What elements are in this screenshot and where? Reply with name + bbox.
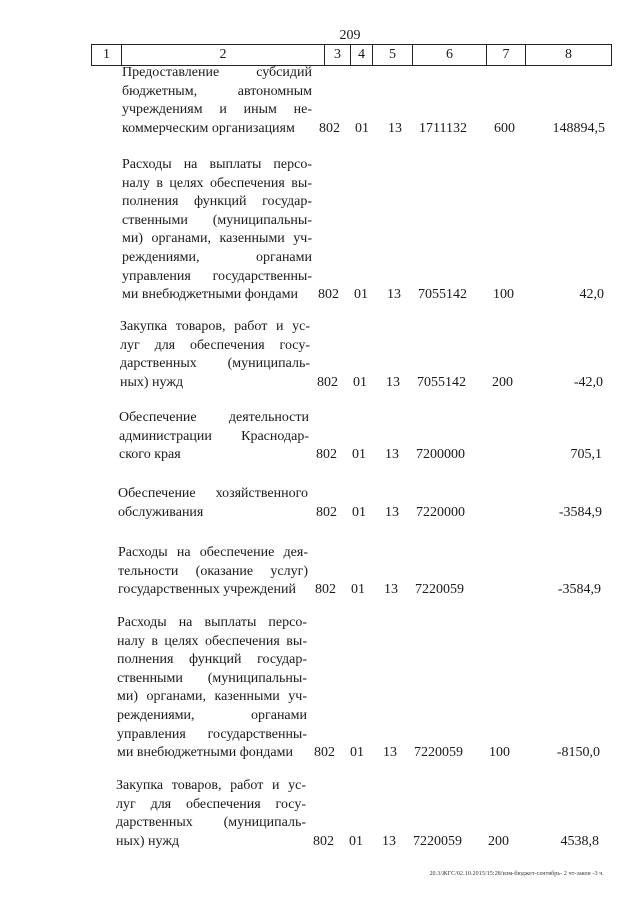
description-line: государственных учреждений bbox=[118, 582, 296, 598]
description-line: полнения функций государ- bbox=[122, 194, 312, 210]
code-col-3: 802 bbox=[314, 745, 335, 761]
description-line: ми внебюджетными фондами bbox=[122, 287, 298, 303]
document-footer: 20.3/ЖГС/02.10.2015/15:28/изм-бюджет-сентябрь- 2 чт-закон -3 ч. bbox=[429, 871, 604, 877]
description-line: коммерческим организациям bbox=[122, 120, 295, 136]
code-col-3: 802 bbox=[318, 287, 339, 303]
description-line: Расходы на выплаты персо- bbox=[117, 615, 307, 630]
code-col-3: 802 bbox=[316, 447, 337, 463]
amount-col-8: 4538,8 bbox=[560, 833, 599, 849]
description-line: ственными (муниципальны- bbox=[122, 212, 312, 228]
header-col-7: 7 bbox=[486, 45, 525, 65]
amount-col-8: 705,1 bbox=[570, 447, 602, 463]
code-col-4: 01 bbox=[352, 504, 366, 520]
description-line: реждениями, органами bbox=[117, 707, 307, 723]
description-line: полнения функций государ- bbox=[117, 652, 307, 668]
row-description bbox=[116, 777, 306, 851]
description-line: ми) органами, казенными уч- bbox=[122, 231, 312, 247]
table-header bbox=[91, 44, 612, 66]
header-col-2: 2 bbox=[121, 45, 324, 65]
code-col-5: 13 bbox=[387, 287, 401, 303]
description-line: ных) нужд bbox=[116, 833, 180, 849]
description-line: ми внебюджетными фондами bbox=[117, 745, 293, 761]
description-line: реждениями, органами bbox=[122, 249, 312, 265]
row-description bbox=[117, 614, 307, 763]
code-col-4: 01 bbox=[350, 745, 364, 761]
amount-col-8: 42,0 bbox=[579, 287, 604, 303]
code-col-5: 13 bbox=[386, 374, 400, 390]
code-col-4: 01 bbox=[351, 582, 365, 598]
code-col-6: 7055142 bbox=[417, 374, 466, 390]
code-col-4: 01 bbox=[355, 120, 369, 136]
page-number: 209 bbox=[339, 28, 361, 43]
code-col-6: 7220059 bbox=[415, 582, 464, 598]
row-description bbox=[120, 318, 310, 392]
code-col-5: 13 bbox=[383, 745, 397, 761]
description-line: тельности (оказание услуг) bbox=[118, 563, 308, 579]
code-col-3: 802 bbox=[317, 374, 338, 390]
amount-col-8: -42,0 bbox=[573, 374, 603, 390]
code-col-5: 13 bbox=[385, 504, 399, 520]
code-col-3: 802 bbox=[316, 504, 337, 520]
header-col-6: 6 bbox=[412, 45, 486, 65]
code-col-6: 7200000 bbox=[416, 447, 465, 463]
description-line: Расходы на обеспечение дея- bbox=[118, 545, 308, 560]
code-col-6: 7220000 bbox=[416, 504, 465, 520]
description-line: луг для обеспечения госу- bbox=[116, 796, 306, 812]
description-line: управления государственны- bbox=[117, 726, 307, 742]
description-line: Обеспечение деятельности bbox=[119, 410, 309, 425]
description-line: Обеспечение хозяйственного bbox=[118, 486, 308, 501]
code-col-7: 100 bbox=[493, 287, 514, 303]
code-col-3: 802 bbox=[319, 120, 340, 136]
description-line: налу в целях обеспечения вы- bbox=[122, 175, 312, 191]
code-col-7: 100 bbox=[489, 745, 510, 761]
code-col-6: 7220059 bbox=[413, 833, 462, 849]
row-description bbox=[119, 409, 309, 465]
description-line: дарственных (муниципаль- bbox=[120, 356, 310, 372]
amount-col-8: 148894,5 bbox=[552, 120, 605, 136]
header-col-5: 5 bbox=[372, 45, 412, 65]
description-line: Предоставление субсидий bbox=[122, 65, 312, 80]
code-col-3: 802 bbox=[315, 582, 336, 598]
description-line: ных) нужд bbox=[120, 374, 184, 390]
code-col-5: 13 bbox=[385, 447, 399, 463]
code-col-4: 01 bbox=[352, 447, 366, 463]
description-line: Расходы на выплаты персо- bbox=[122, 157, 312, 172]
code-col-4: 01 bbox=[354, 287, 368, 303]
code-col-4: 01 bbox=[353, 374, 367, 390]
description-line: обслуживания bbox=[118, 504, 204, 520]
description-line: луг для обеспечения госу- bbox=[120, 337, 310, 353]
description-line: Закупка товаров, работ и ус- bbox=[116, 778, 306, 793]
description-line: ского края bbox=[119, 447, 181, 463]
description-line: управления государственны- bbox=[122, 268, 312, 284]
code-col-4: 01 bbox=[349, 833, 363, 849]
code-col-5: 13 bbox=[384, 582, 398, 598]
code-col-5: 13 bbox=[382, 833, 396, 849]
code-col-3: 802 bbox=[313, 833, 334, 849]
amount-col-8: -3584,9 bbox=[558, 504, 602, 520]
description-line: налу в целях обеспечения вы- bbox=[117, 633, 307, 649]
description-line: Закупка товаров, работ и ус- bbox=[120, 319, 310, 334]
row-description bbox=[122, 64, 312, 138]
row-description bbox=[118, 544, 308, 600]
code-col-6: 7220059 bbox=[414, 745, 463, 761]
code-col-7: 200 bbox=[488, 833, 509, 849]
row-description bbox=[118, 485, 308, 522]
code-col-5: 13 bbox=[388, 120, 402, 136]
code-col-6: 7055142 bbox=[418, 287, 467, 303]
description-line: ственными (муниципальны- bbox=[117, 670, 307, 686]
header-col-3: 3 bbox=[324, 45, 350, 65]
header-col-4: 4 bbox=[350, 45, 372, 65]
description-line: администрации Краснодар- bbox=[119, 428, 309, 444]
amount-col-8: -3584,9 bbox=[557, 582, 601, 598]
row-description bbox=[122, 156, 312, 305]
description-line: учреждениям и иным не- bbox=[122, 102, 312, 118]
header-col-8: 8 bbox=[525, 45, 612, 65]
description-line: дарственных (муниципаль- bbox=[116, 815, 306, 831]
header-col-1: 1 bbox=[91, 45, 121, 65]
amount-col-8: -8150,0 bbox=[556, 745, 600, 761]
description-line: бюджетным, автономным bbox=[122, 83, 312, 99]
code-col-7: 200 bbox=[492, 374, 513, 390]
description-line: ми) органами, казенными уч- bbox=[117, 689, 307, 705]
code-col-7: 600 bbox=[494, 120, 515, 136]
code-col-6: 1711132 bbox=[419, 120, 467, 136]
